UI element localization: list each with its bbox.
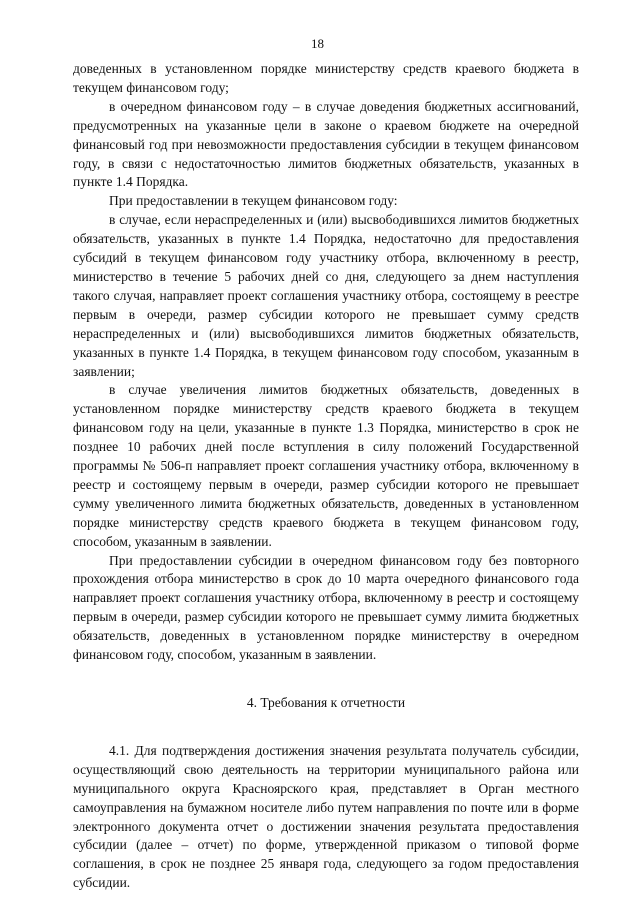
paragraph: 4.1. Для подтверждения достижения значения результата получатель субсидии, осуществляющий свою деятельность на территории муниципального района или муниципального округа Красноярского края, представляет в Орган местного самоуправления на бумажном носителе либо путем направления по почте или в форме электронного документа отчет о достижении значения результата предоставления субсидии (далее – отчет) по форме, утвержденной приказом о типовой форме соглашения, в срок не позднее 25 января года, следующего за годом предоставления субсидии. xyxy=(73,742,579,891)
paragraph: доведенных в установленном порядке министерству средств краевого бюджета в текущем финансовом году; xyxy=(73,61,579,95)
page-number: 18 xyxy=(311,36,324,51)
paragraph: в случае увеличения лимитов бюджетных обязательств, доведенных в установленном порядке министерству средств краевого бюджета в текущем финансовом году на цели, указанные в пункте 1.3 Порядка, министерство в срок не позднее 10 рабочих дней после вступления в силу положений Государственной программы № 506-п направляет проект соглашения участнику отбора, включенному в реестр и состоящему первым в очереди, размер субсидии которого не превышает сумму увеличенного лимита бюджетных обязательств, доведенных в установленном порядке министерству средств краевого бюджета в текущем финансовом году, способом, указанным в заявлении. xyxy=(73,382,579,549)
paragraph: При предоставлении в текущем финансовом году: xyxy=(109,193,398,209)
paragraph: в очередном финансовом году – в случае доведения бюджетных ассигнований, предусмотренных на указанные цели в законе о краевом бюджете на очередной финансовый год при невозможности предоставления субсидии в текущем финансовом году, в связи с недостаточностью лимитов бюджетных обязательств, указанных в пункте 1.4 Порядка. xyxy=(73,98,579,190)
paragraph: в случае, если нераспределенных и (или) высвободившихся лимитов бюджетных обязательств, указанных в пункте 1.4 Порядка, недостаточно для предоставления субсидий в текущем финансовом году участнику отбора, включенному в реестр, министерство в течение 5 рабочих дней со дня, следующего за днем наступления такого случая, направляет проект соглашения участнику отбора, состоящему в реестре первым в очереди, размер субсидии которого не превышает сумму средств нераспределенных и (или) высвободившихся лимитов бюджетных обязательств, указанных в пункте 1.4 Порядка, в текущем финансовом году способом, указанным в заявлении; xyxy=(73,212,579,379)
section-heading: 4. Требования к отчетности xyxy=(246,695,406,710)
paragraph: При предоставлении субсидии в очередном финансовом году без повторного прохождения отбора министерство в срок до 10 марта очередного финансового года направляет проект соглашения участнику отбора, включенному в реестр и состоящему первым в очереди, размер субсидии которого не превышает сумму лимита бюджетных обязательств, доведенных в установленном порядке министерству в очередном финансовом году, способом, указанным в заявлении. xyxy=(73,552,579,663)
document-body xyxy=(73,60,579,893)
